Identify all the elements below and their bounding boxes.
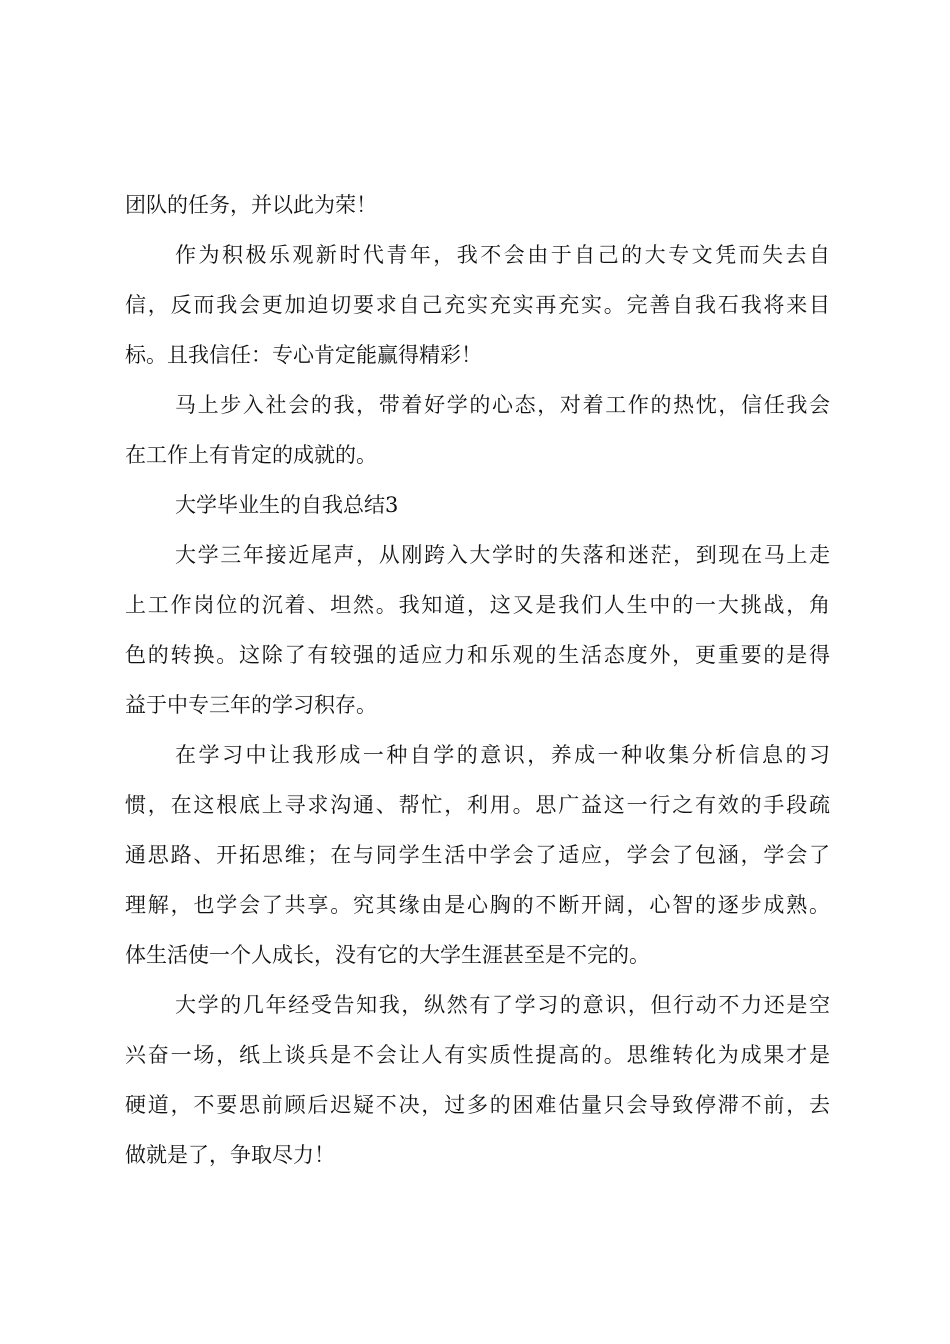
text-line: 大学三年接近尾声，从刚跨入大学时的失落和迷茫，到现在马上走 [175,543,830,567]
text-line: 理解，也学会了共享。究其缘由是心胸的不断开阔，心智的逐步成熟。 [125,893,830,917]
text-line: 惯，在这根底上寻求沟通、帮忙，利用。思广益这一行之有效的手段疏 [125,793,830,817]
text-line: 硬道，不要思前顾后迟疑不决，过多的困难估量只会导致停滞不前，去 [125,1093,830,1117]
text-line: 益于中专三年的学习积存。 [125,693,377,717]
section-heading: 大学毕业生的自我总结3 [175,493,399,517]
text-line: 标。且我信任：专心肯定能赢得精彩！ [125,343,482,367]
text-line: 做就是了，争取尽力！ [125,1143,335,1167]
text-line: 马上步入社会的我，带着好学的心态，对着工作的热忱，信任我会 [175,393,830,417]
text-line: 在学习中让我形成一种自学的意识，养成一种收集分析信息的习 [175,743,830,767]
text-line: 大学的几年经受告知我，纵然有了学习的意识，但行动不力还是空 [175,993,830,1017]
text-line: 作为积极乐观新时代青年，我不会由于自己的大专文凭而失去自 [175,243,830,267]
text-line: 上工作岗位的沉着、坦然。我知道，这又是我们人生中的一大挑战，角 [125,593,830,617]
text-line: 体生活使一个人成长，没有它的大学生涯甚至是不完的。 [125,943,650,967]
text-line: 色的转换。这除了有较强的适应力和乐观的生活态度外，更重要的是得 [125,643,830,667]
text-line: 在工作上有肯定的成就的。 [125,443,377,467]
text-line: 团队的任务，并以此为荣！ [125,193,377,217]
text-line: 通思路、开拓思维；在与同学生活中学会了适应，学会了包涵，学会了 [125,843,830,867]
text-line: 信，反而我会更加迫切要求自己充实充实再充实。完善自我石我将来目 [125,293,830,317]
text-line: 兴奋一场，纸上谈兵是不会让人有实质性提高的。思维转化为成果才是 [125,1043,830,1067]
